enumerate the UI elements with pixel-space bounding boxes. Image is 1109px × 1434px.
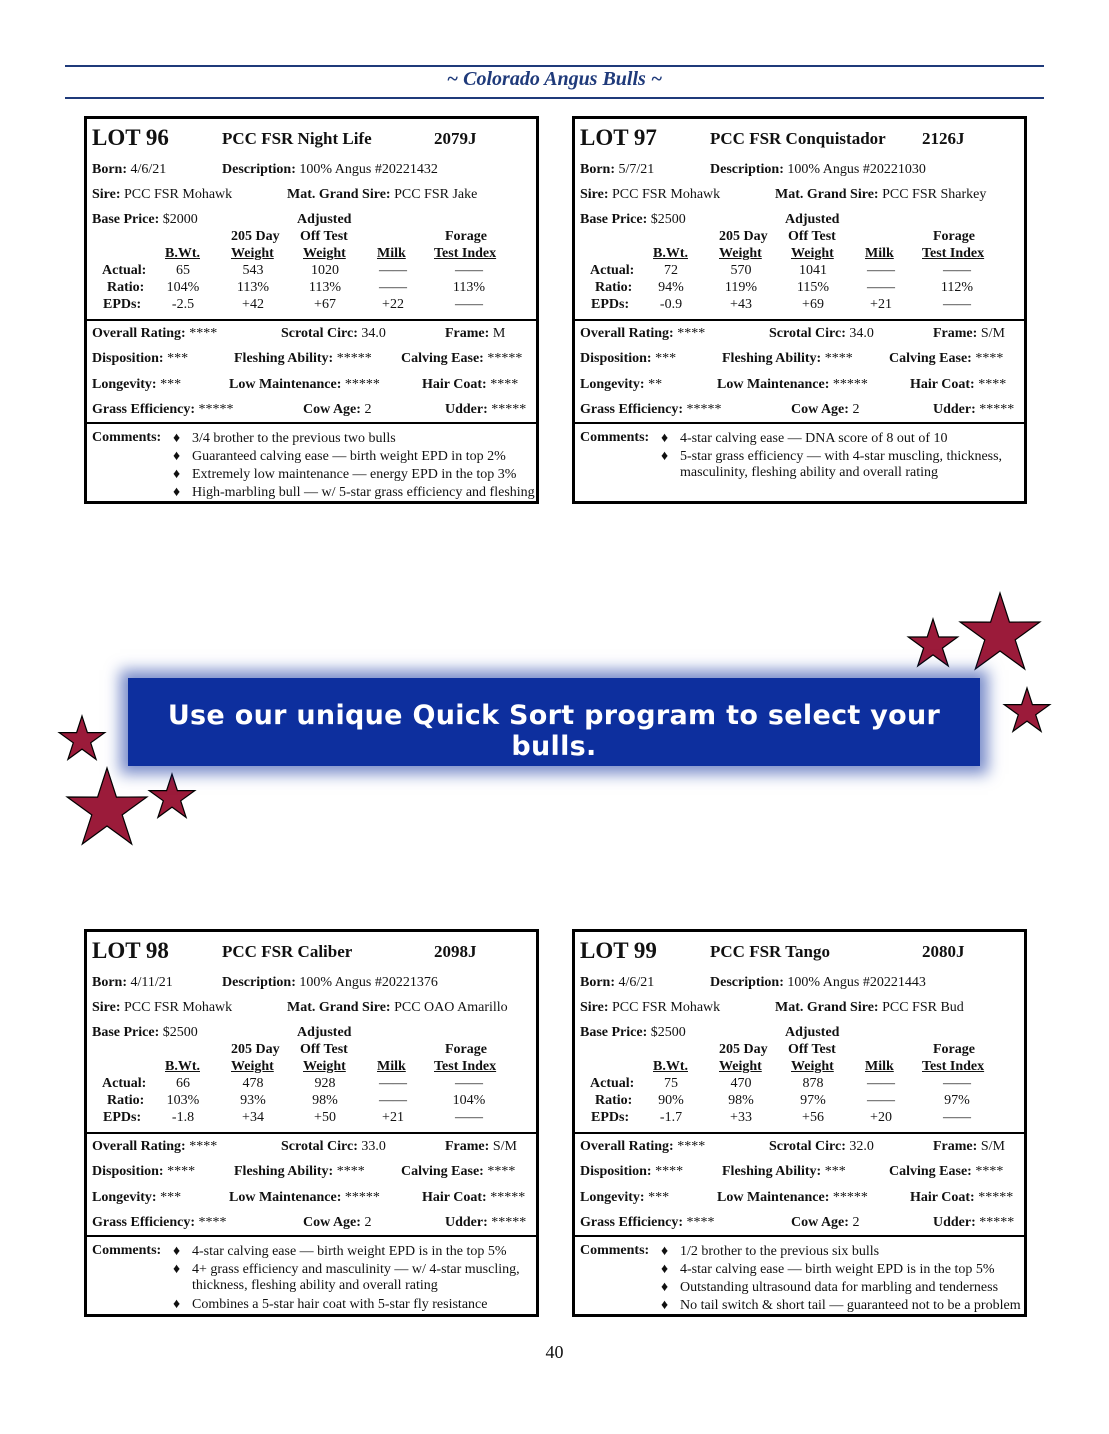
mgs-value: PCC FSR Bud xyxy=(882,1000,964,1015)
bullet-icon: ♦ xyxy=(661,1262,669,1277)
fleshing-label: Fleshing Ability: xyxy=(722,351,822,366)
frame-label: Frame: xyxy=(445,1139,490,1154)
description-value: 100% Angus #20221030 xyxy=(787,162,926,177)
comment-text: Outstanding ultrasound data for marbling and tenderness xyxy=(680,1280,999,1295)
cow_age-label: Cow Age: xyxy=(791,402,849,417)
longevity-value: *** xyxy=(648,1190,670,1205)
col-205-header: 205 Day xyxy=(719,229,768,244)
description-value: 100% Angus #20221432 xyxy=(299,162,438,177)
born-label: Born: xyxy=(580,975,615,990)
description-label: Description: xyxy=(222,975,296,990)
comment-text: 5-star grass efficiency — with 4-star muscling, thickness, masculinity, fleshing ability and overall rating xyxy=(680,449,1003,480)
ratio-cell: 113% xyxy=(236,280,270,295)
actual-cell: 1041 xyxy=(799,263,827,278)
actual-cell: —— xyxy=(379,1076,407,1091)
scrotal-label: Scrotal Circ: xyxy=(769,1139,846,1154)
comments-label: Comments: xyxy=(92,430,162,445)
lot-number: LOT 97 xyxy=(580,125,657,150)
ratio-cell: —— xyxy=(379,1093,407,1108)
comment-text: High-marbling bull — w/ 5-star grass efficiency and fleshing xyxy=(192,485,535,500)
col-205-weight-header: Weight xyxy=(231,246,274,261)
actual-cell: 72 xyxy=(664,263,678,278)
udder-value: ***** xyxy=(979,1215,1015,1230)
col-milk-header: Milk xyxy=(865,246,894,261)
ratio-cell: —— xyxy=(867,280,895,295)
actual-cell: 478 xyxy=(242,1076,264,1091)
cow_age-value: 2 xyxy=(852,1215,860,1230)
overall-label: Overall Rating: xyxy=(580,1139,674,1154)
col-bwt-header: B.Wt. xyxy=(165,1059,200,1074)
ratio-cell: 97% xyxy=(944,1093,970,1108)
epds-cell: +22 xyxy=(382,297,404,312)
udder-label: Udder: xyxy=(933,1215,976,1230)
description-label: Description: xyxy=(710,162,784,177)
col-offtest-header: Off Test xyxy=(788,229,836,244)
epds-cell: -2.5 xyxy=(171,297,195,312)
col-forage-header: Forage xyxy=(933,1042,975,1057)
grass-label: Grass Efficiency: xyxy=(92,402,196,417)
actual-cell: 570 xyxy=(730,263,752,278)
udder-label: Udder: xyxy=(933,402,976,417)
epds-cell: +33 xyxy=(730,1110,752,1125)
calving-value: **** xyxy=(975,351,1004,366)
star-icon xyxy=(960,593,1040,669)
col-forage-header: Forage xyxy=(445,229,487,244)
ratio-row-label: Ratio: xyxy=(595,1093,633,1108)
frame-label: Frame: xyxy=(445,326,490,341)
epds-cell: +34 xyxy=(242,1110,264,1125)
bullet-icon: ♦ xyxy=(661,1280,669,1295)
tag-number: 2126J xyxy=(922,129,965,148)
base-price-label: Base Price: xyxy=(580,1025,648,1040)
actual-row-label: Actual: xyxy=(590,1076,635,1091)
actual-row-label: Actual: xyxy=(590,263,635,278)
base-price-label: Base Price: xyxy=(92,1025,160,1040)
epds-cell: +21 xyxy=(870,297,892,312)
frame-label: Frame: xyxy=(933,1139,978,1154)
scrotal-value: 32.0 xyxy=(849,1139,874,1154)
bull-name: PCC FSR Tango xyxy=(710,942,830,961)
epds-cell: +69 xyxy=(802,297,824,312)
mgs-value: PCC FSR Jake xyxy=(394,187,478,202)
col-offtest-header: Off Test xyxy=(788,1042,836,1057)
lot-number: LOT 98 xyxy=(92,938,169,963)
cow_age-value: 2 xyxy=(364,402,372,417)
bull-name: PCC FSR Caliber xyxy=(222,942,353,961)
scrotal-label: Scrotal Circ: xyxy=(281,326,358,341)
calving-value: ***** xyxy=(487,351,523,366)
udder-label: Udder: xyxy=(445,1215,488,1230)
frame-value: S/M xyxy=(980,326,1005,341)
sire-label: Sire: xyxy=(580,187,609,202)
description-value: 100% Angus #20221443 xyxy=(787,975,926,990)
calving-label: Calving Ease: xyxy=(889,1164,972,1179)
overall-value: **** xyxy=(677,326,706,341)
grass-label: Grass Efficiency: xyxy=(92,1215,196,1230)
comment-text: 4-star calving ease — DNA score of 8 out of 10 xyxy=(680,431,948,446)
tag-number: 2098J xyxy=(434,942,477,961)
hair_coat-value: **** xyxy=(978,377,1007,392)
base-price-value: $2500 xyxy=(162,1025,198,1040)
cow_age-label: Cow Age: xyxy=(791,1215,849,1230)
grass-label: Grass Efficiency: xyxy=(580,1215,684,1230)
ratio-cell: 94% xyxy=(658,280,684,295)
disposition-value: **** xyxy=(167,1164,196,1179)
comments-label: Comments: xyxy=(580,430,650,445)
col-205-header: 205 Day xyxy=(719,1042,768,1057)
description-value: 100% Angus #20221376 xyxy=(299,975,438,990)
bullet-icon: ♦ xyxy=(173,449,181,464)
actual-cell: 470 xyxy=(730,1076,752,1091)
col-205-weight-header: Weight xyxy=(719,1059,762,1074)
epds-cell: +43 xyxy=(730,297,752,312)
ratio-cell: 104% xyxy=(452,1093,486,1108)
actual-cell: 543 xyxy=(242,263,264,278)
mgs-label: Mat. Grand Sire: xyxy=(287,187,391,202)
sire-value: PCC FSR Mohawk xyxy=(124,187,233,202)
born-label: Born: xyxy=(92,162,127,177)
bullet-icon: ♦ xyxy=(173,1297,181,1312)
ratio-cell: 115% xyxy=(796,280,830,295)
col-205-weight-header: Weight xyxy=(719,246,762,261)
col-adjusted-header: Adjusted xyxy=(297,212,352,227)
col-test-index-header: Test Index xyxy=(922,246,985,261)
epds-cell: —— xyxy=(455,297,483,312)
grass-value: **** xyxy=(198,1215,227,1230)
comment-text: 4-star calving ease — birth weight EPD is in the top 5% xyxy=(192,1244,507,1259)
star-icon xyxy=(1004,688,1050,731)
epds-cell: +56 xyxy=(802,1110,824,1125)
longevity-label: Longevity: xyxy=(580,1190,645,1205)
comments-label: Comments: xyxy=(92,1243,162,1258)
fleshing-value: **** xyxy=(824,351,853,366)
grass-value: ***** xyxy=(198,402,234,417)
overall-label: Overall Rating: xyxy=(92,1139,186,1154)
col-test-index-header: Test Index xyxy=(434,1059,497,1074)
calving-label: Calving Ease: xyxy=(401,351,484,366)
calving-value: **** xyxy=(487,1164,516,1179)
mgs-value: PCC OAO Amarillo xyxy=(394,1000,508,1015)
disposition-label: Disposition: xyxy=(92,1164,164,1179)
frame-value: S/M xyxy=(492,1139,517,1154)
bullet-icon: ♦ xyxy=(173,1262,181,1277)
star-icon xyxy=(67,768,147,844)
fleshing-value: **** xyxy=(336,1164,365,1179)
comment-text: 3/4 brother to the previous two bulls xyxy=(192,431,396,446)
low_maint-label: Low Maintenance: xyxy=(717,377,830,392)
actual-cell: 1020 xyxy=(311,263,339,278)
actual-cell: —— xyxy=(379,263,407,278)
bullet-icon: ♦ xyxy=(661,431,669,446)
ratio-cell: —— xyxy=(379,280,407,295)
base-price-value: $2000 xyxy=(162,212,198,227)
col-offtest-weight-header: Weight xyxy=(303,1059,346,1074)
epds-cell: +20 xyxy=(870,1110,892,1125)
comment-text: Guaranteed calving ease — birth weight EPD in top 2% xyxy=(192,449,506,464)
udder-value: ***** xyxy=(491,402,527,417)
epds-cell: —— xyxy=(455,1110,483,1125)
ratio-cell: 98% xyxy=(312,1093,338,1108)
epds-cell: -1.8 xyxy=(171,1110,195,1125)
scrotal-value: 34.0 xyxy=(849,326,874,341)
grass-value: **** xyxy=(686,1215,715,1230)
ratio-cell: 112% xyxy=(940,280,974,295)
actual-cell: 75 xyxy=(664,1076,678,1091)
col-forage-header: Forage xyxy=(445,1042,487,1057)
comment-text: Combines a 5-star hair coat with 5-star fly resistance xyxy=(192,1297,488,1312)
low_maint-value: ***** xyxy=(832,1190,868,1205)
sire-value: PCC FSR Mohawk xyxy=(612,187,721,202)
actual-cell: 66 xyxy=(176,1076,190,1091)
longevity-label: Longevity: xyxy=(580,377,645,392)
ratio-cell: 119% xyxy=(724,280,758,295)
overall-label: Overall Rating: xyxy=(580,326,674,341)
lot-number: LOT 99 xyxy=(580,938,657,963)
comments-label: Comments: xyxy=(580,1243,650,1258)
scrotal-value: 34.0 xyxy=(361,326,386,341)
actual-cell: —— xyxy=(455,263,483,278)
calving-label: Calving Ease: xyxy=(889,351,972,366)
fleshing-label: Fleshing Ability: xyxy=(722,1164,822,1179)
fleshing-label: Fleshing Ability: xyxy=(234,1164,334,1179)
col-adjusted-header: Adjusted xyxy=(785,1025,840,1040)
longevity-label: Longevity: xyxy=(92,377,157,392)
col-offtest-weight-header: Weight xyxy=(791,246,834,261)
col-offtest-header: Off Test xyxy=(300,1042,348,1057)
disposition-value: *** xyxy=(167,351,189,366)
longevity-value: ** xyxy=(648,377,663,392)
col-forage-header: Forage xyxy=(933,229,975,244)
mgs-label: Mat. Grand Sire: xyxy=(775,1000,879,1015)
ratio-row-label: Ratio: xyxy=(107,280,145,295)
mgs-label: Mat. Grand Sire: xyxy=(775,187,879,202)
overall-value: **** xyxy=(189,326,218,341)
col-205-header: 205 Day xyxy=(231,1042,280,1057)
base-price-label: Base Price: xyxy=(580,212,648,227)
col-bwt-header: B.Wt. xyxy=(165,246,200,261)
fleshing-value: *** xyxy=(824,1164,846,1179)
actual-cell: —— xyxy=(943,263,971,278)
col-bwt-header: B.Wt. xyxy=(653,1059,688,1074)
mgs-value: PCC FSR Sharkey xyxy=(882,187,987,202)
ratio-cell: 90% xyxy=(658,1093,684,1108)
disposition-label: Disposition: xyxy=(580,1164,652,1179)
col-bwt-header: B.Wt. xyxy=(653,246,688,261)
epds-cell: +50 xyxy=(314,1110,336,1125)
born-date: 5/7/21 xyxy=(618,162,655,177)
low_maint-value: ***** xyxy=(344,1190,380,1205)
fleshing-value: ***** xyxy=(336,351,372,366)
grass-label: Grass Efficiency: xyxy=(580,402,684,417)
ratio-cell: 98% xyxy=(728,1093,754,1108)
star-icon xyxy=(149,774,195,817)
cow_age-label: Cow Age: xyxy=(303,402,361,417)
born-label: Born: xyxy=(580,162,615,177)
udder-value: ***** xyxy=(491,1215,527,1230)
col-adjusted-header: Adjusted xyxy=(297,1025,352,1040)
grass-value: ***** xyxy=(686,402,722,417)
scrotal-label: Scrotal Circ: xyxy=(769,326,846,341)
lot-number: LOT 96 xyxy=(92,125,169,150)
born-date: 4/6/21 xyxy=(618,975,655,990)
frame-label: Frame: xyxy=(933,326,978,341)
low_maint-label: Low Maintenance: xyxy=(717,1190,830,1205)
low_maint-label: Low Maintenance: xyxy=(229,1190,342,1205)
low_maint-value: ***** xyxy=(344,377,380,392)
overall-value: **** xyxy=(677,1139,706,1154)
col-offtest-header: Off Test xyxy=(300,229,348,244)
cow_age-value: 2 xyxy=(364,1215,372,1230)
comment-text: 4-star calving ease — birth weight EPD is in the top 5% xyxy=(680,1262,995,1277)
page-number: 40 xyxy=(545,1342,564,1362)
bull-name: PCC FSR Night Life xyxy=(222,129,372,148)
actual-cell: —— xyxy=(867,263,895,278)
ratio-cell: 97% xyxy=(800,1093,826,1108)
actual-cell: 65 xyxy=(176,263,190,278)
actual-cell: 878 xyxy=(802,1076,824,1091)
sire-value: PCC FSR Mohawk xyxy=(612,1000,721,1015)
col-milk-header: Milk xyxy=(865,1059,894,1074)
bullet-icon: ♦ xyxy=(173,485,181,500)
actual-cell: —— xyxy=(455,1076,483,1091)
epds-cell: -1.7 xyxy=(659,1110,683,1125)
hair_coat-label: Hair Coat: xyxy=(910,377,975,392)
col-milk-header: Milk xyxy=(377,1059,406,1074)
born-date: 4/6/21 xyxy=(130,162,167,177)
col-offtest-weight-header: Weight xyxy=(791,1059,834,1074)
epds-row-label: EPDs: xyxy=(591,297,630,312)
base-price-label: Base Price: xyxy=(92,212,160,227)
actual-row-label: Actual: xyxy=(102,263,147,278)
hair_coat-label: Hair Coat: xyxy=(422,1190,487,1205)
ratio-cell: —— xyxy=(867,1093,895,1108)
star-icon xyxy=(908,619,957,666)
comment-text: No tail switch & short tail — guaranteed not to be a problem xyxy=(680,1298,1021,1313)
sire-label: Sire: xyxy=(92,187,121,202)
ratio-cell: 104% xyxy=(166,280,200,295)
disposition-label: Disposition: xyxy=(580,351,652,366)
hair_coat-label: Hair Coat: xyxy=(422,377,487,392)
sire-label: Sire: xyxy=(92,1000,121,1015)
bullet-icon: ♦ xyxy=(173,467,181,482)
base-price-value: $2500 xyxy=(650,1025,686,1040)
banner-text: Use our unique Quick Sort program to select your bulls. xyxy=(167,700,941,762)
epds-cell: +67 xyxy=(314,297,336,312)
actual-cell: —— xyxy=(867,1076,895,1091)
bullet-icon: ♦ xyxy=(661,449,669,464)
scrotal-value: 33.0 xyxy=(361,1139,386,1154)
frame-value: M xyxy=(492,326,506,341)
cow_age-value: 2 xyxy=(852,402,860,417)
ratio-row-label: Ratio: xyxy=(595,280,633,295)
udder-value: ***** xyxy=(979,402,1015,417)
disposition-value: *** xyxy=(655,351,677,366)
epds-row-label: EPDs: xyxy=(591,1110,630,1125)
epds-cell: +42 xyxy=(242,297,264,312)
description-label: Description: xyxy=(222,162,296,177)
star-icon xyxy=(59,716,105,759)
col-test-index-header: Test Index xyxy=(434,246,497,261)
born-label: Born: xyxy=(92,975,127,990)
bullet-icon: ♦ xyxy=(661,1298,669,1313)
col-milk-header: Milk xyxy=(377,246,406,261)
bullet-icon: ♦ xyxy=(173,1244,181,1259)
ratio-cell: 93% xyxy=(240,1093,266,1108)
low_maint-label: Low Maintenance: xyxy=(229,377,342,392)
ratio-cell: 113% xyxy=(452,280,486,295)
col-offtest-weight-header: Weight xyxy=(303,246,346,261)
description-label: Description: xyxy=(710,975,784,990)
actual-cell: —— xyxy=(943,1076,971,1091)
epds-row-label: EPDs: xyxy=(103,297,142,312)
disposition-label: Disposition: xyxy=(92,351,164,366)
epds-row-label: EPDs: xyxy=(103,1110,142,1125)
cow_age-label: Cow Age: xyxy=(303,1215,361,1230)
col-205-header: 205 Day xyxy=(231,229,280,244)
scrotal-label: Scrotal Circ: xyxy=(281,1139,358,1154)
hair_coat-value: **** xyxy=(490,377,519,392)
epds-cell: —— xyxy=(943,1110,971,1125)
overall-label: Overall Rating: xyxy=(92,326,186,341)
col-test-index-header: Test Index xyxy=(922,1059,985,1074)
base-price-value: $2500 xyxy=(650,212,686,227)
calving-label: Calving Ease: xyxy=(401,1164,484,1179)
epds-cell: +21 xyxy=(382,1110,404,1125)
col-adjusted-header: Adjusted xyxy=(785,212,840,227)
tag-number: 2079J xyxy=(434,129,477,148)
sire-label: Sire: xyxy=(580,1000,609,1015)
bull-name: PCC FSR Conquistador xyxy=(710,129,886,148)
page-header-title: ~ Colorado Angus Bulls ~ xyxy=(446,68,663,90)
bullet-icon: ♦ xyxy=(173,431,181,446)
born-date: 4/11/21 xyxy=(130,975,173,990)
bullet-icon: ♦ xyxy=(661,1244,669,1259)
low_maint-value: ***** xyxy=(832,377,868,392)
ratio-cell: 103% xyxy=(166,1093,200,1108)
disposition-value: **** xyxy=(655,1164,684,1179)
comment-text: Extremely low maintenance — energy EPD in the top 3% xyxy=(192,467,517,482)
actual-row-label: Actual: xyxy=(102,1076,147,1091)
actual-cell: 928 xyxy=(314,1076,336,1091)
epds-cell: —— xyxy=(943,297,971,312)
mgs-label: Mat. Grand Sire: xyxy=(287,1000,391,1015)
ratio-cell: 113% xyxy=(308,280,342,295)
frame-value: S/M xyxy=(980,1139,1005,1154)
longevity-value: *** xyxy=(160,377,182,392)
comment-text: 1/2 brother to the previous six bulls xyxy=(680,1244,880,1259)
fleshing-label: Fleshing Ability: xyxy=(234,351,334,366)
ratio-row-label: Ratio: xyxy=(107,1093,145,1108)
hair_coat-label: Hair Coat: xyxy=(910,1190,975,1205)
hair_coat-value: ***** xyxy=(978,1190,1014,1205)
col-205-weight-header: Weight xyxy=(231,1059,274,1074)
calving-value: **** xyxy=(975,1164,1004,1179)
overall-value: **** xyxy=(189,1139,218,1154)
longevity-value: *** xyxy=(160,1190,182,1205)
longevity-label: Longevity: xyxy=(92,1190,157,1205)
hair_coat-value: ***** xyxy=(490,1190,526,1205)
epds-cell: -0.9 xyxy=(659,297,683,312)
tag-number: 2080J xyxy=(922,942,965,961)
sire-value: PCC FSR Mohawk xyxy=(124,1000,233,1015)
udder-label: Udder: xyxy=(445,402,488,417)
comment-text: 4+ grass efficiency and masculinity — w/ 4-star muscling, thickness, fleshing ability and overall rating xyxy=(192,1262,520,1293)
